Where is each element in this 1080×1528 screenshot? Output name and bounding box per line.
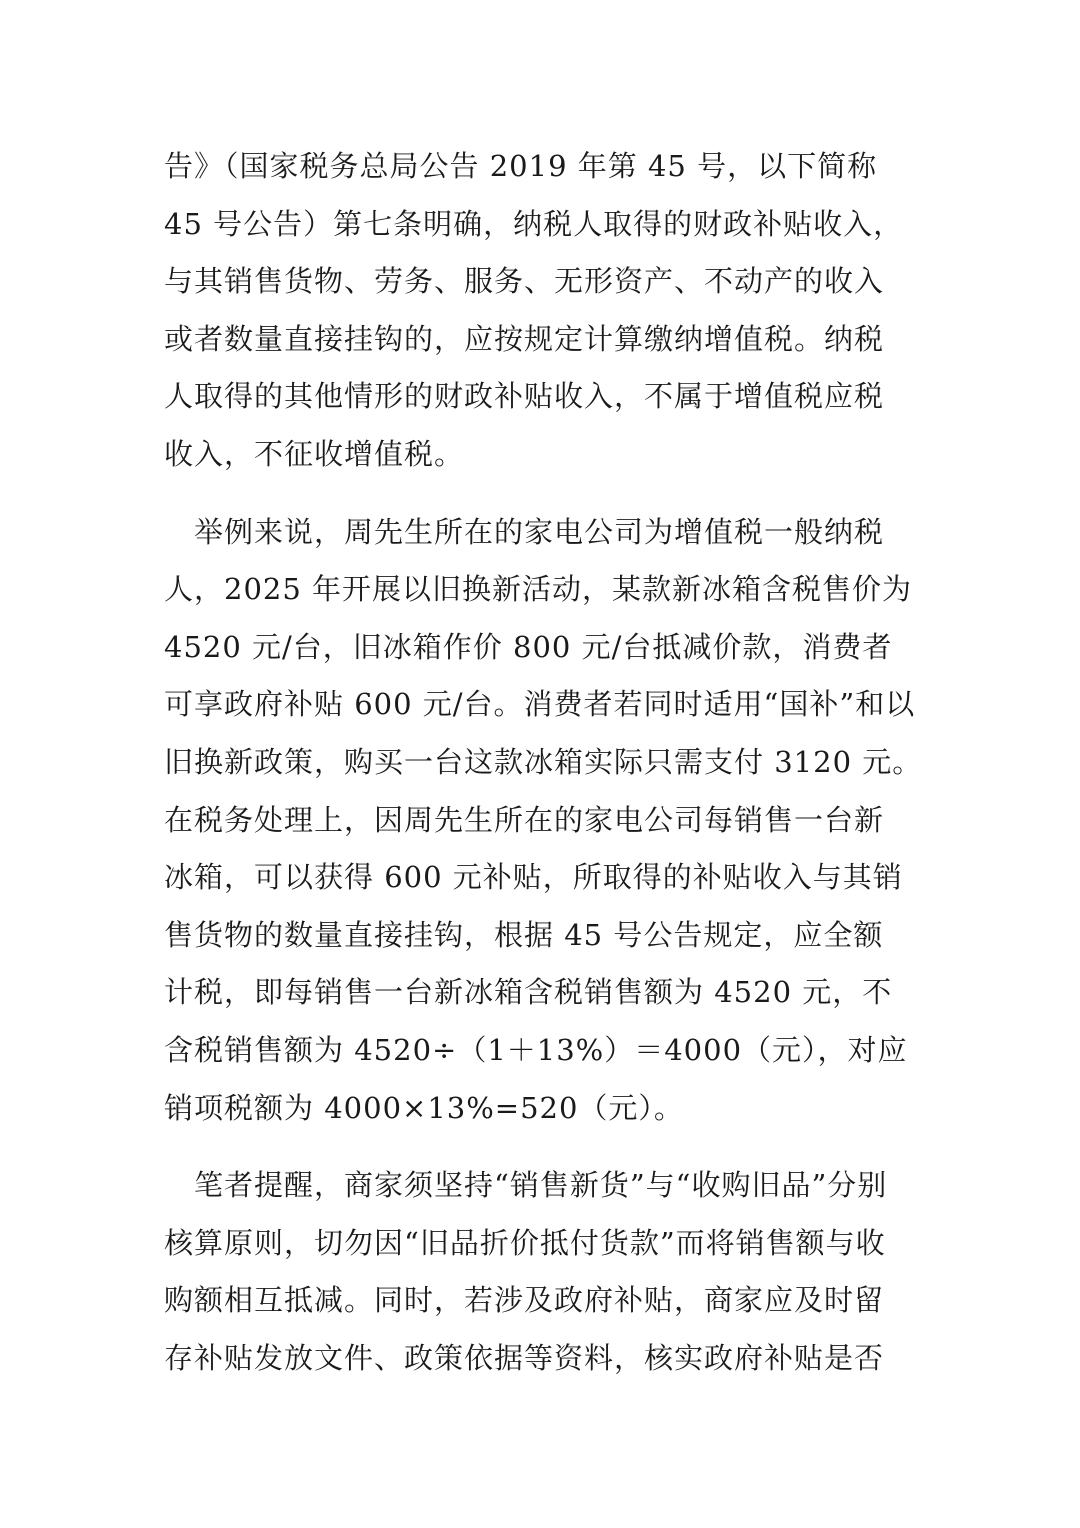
text-line: 可享政府补贴 600 元/台。消费者若同时适用“国补”和以 [164,687,916,722]
text-line: 计税，即每销售一台新冰箱含税销售额为 4520 元，不 [164,975,893,1010]
paragraph-reminder [164,1157,924,1387]
text-line: 在税务处理上，因周先生所在的家电公司每销售一台新 [164,802,885,837]
text-line: 售货物的数量直接挂钩，根据 45 号公告规定，应全额 [164,917,884,952]
text-line: 存补贴发放文件、政策依据等资料，核实政府补贴是否 [164,1340,885,1375]
text-line: 核算原则，切勿因“旧品折价抵付货款”而将销售额与收 [164,1225,886,1260]
paragraph-spacer [164,1137,924,1157]
text-line: 4520 元/台，旧冰箱作价 800 元/台抵减价款，消费者 [164,629,893,664]
paragraph-financial-subsidy-rule [164,138,924,484]
text-line: 冰箱，可以获得 600 元补贴，所取得的补贴收入与其销 [164,860,903,895]
text-line: 收入，不征收增值税。 [164,436,465,471]
text-line: 购额相互抵减。同时，若涉及政府补贴，商家应及时留 [164,1283,885,1318]
text-line: 人取得的其他情形的财政补贴收入，不属于增值税应税 [164,379,885,414]
text-line: 旧换新政策，购买一台这款冰箱实际只需支付 3120 元。 [164,744,923,779]
text-line: 含税销售额为 4520÷（1＋13%）＝4000（元），对应 [164,1032,908,1067]
text-line: 告》（国家税务总局公告 2019 年第 45 号，以下简称 [164,149,878,183]
text-line: 销项税额为 4000×13%=520（元）。 [164,1090,684,1125]
paragraph-example [164,504,924,1138]
text-line: 或者数量直接挂钩的，应按规定计算缴纳增值税。纳税 [164,321,885,356]
paragraph-spacer [164,484,924,504]
document-body [164,138,924,1387]
text-line: 笔者提醒，商家须坚持“销售新货”与“收购旧品”分别 [164,1168,888,1203]
text-line: 与其销售货物、劳务、服务、无形资产、不动产的收入 [164,264,885,299]
text-line: 举例来说，周先生所在的家电公司为增值税一般纳税 [164,514,885,549]
text-line: 人，2025 年开展以旧换新活动，某款新冰箱含税售价为 [164,572,913,607]
text-line: 45 号公告）第七条明确，纳税人取得的财政补贴收入， [164,206,904,241]
